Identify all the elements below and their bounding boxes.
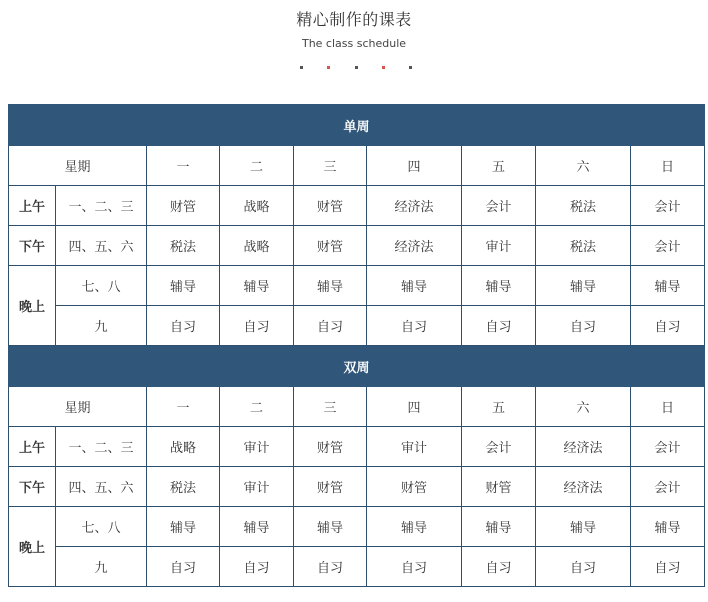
course-cell: 战略 bbox=[220, 226, 294, 266]
week-header-row bbox=[9, 346, 705, 387]
period-label: 晚上 bbox=[9, 507, 56, 587]
course-cell: 税法 bbox=[147, 467, 220, 507]
course-cell: 自习 bbox=[536, 547, 631, 587]
course-cell: 审计 bbox=[220, 427, 294, 467]
table-row bbox=[9, 306, 705, 346]
course-cell: 会计 bbox=[631, 186, 705, 226]
slot-label: 一、二、三 bbox=[56, 427, 147, 467]
day-header: 三 bbox=[294, 387, 367, 427]
course-cell: 辅导 bbox=[147, 266, 220, 306]
course-cell: 战略 bbox=[220, 186, 294, 226]
course-cell: 财管 bbox=[294, 427, 367, 467]
course-cell: 经济法 bbox=[367, 226, 462, 266]
course-cell: 辅导 bbox=[367, 507, 462, 547]
course-cell: 自习 bbox=[462, 547, 536, 587]
day-header: 六 bbox=[536, 387, 631, 427]
course-cell: 自习 bbox=[367, 306, 462, 346]
table-row bbox=[9, 186, 705, 226]
table-row bbox=[9, 226, 705, 266]
period-label: 上午 bbox=[9, 186, 56, 226]
course-cell: 辅导 bbox=[536, 507, 631, 547]
schedule-table bbox=[8, 104, 705, 587]
day-header: 五 bbox=[462, 146, 536, 186]
dot-icon bbox=[382, 66, 385, 69]
course-cell: 财管 bbox=[294, 226, 367, 266]
slot-label: 四、五、六 bbox=[56, 226, 147, 266]
course-cell: 审计 bbox=[220, 467, 294, 507]
week-title: 双周 bbox=[9, 346, 705, 387]
table-row bbox=[9, 266, 705, 306]
table-row bbox=[9, 547, 705, 587]
slot-label: 七、八 bbox=[56, 266, 147, 306]
course-cell: 经济法 bbox=[536, 467, 631, 507]
slot-label: 一、二、三 bbox=[56, 186, 147, 226]
dot-icon bbox=[327, 66, 330, 69]
day-header-row bbox=[9, 387, 705, 427]
day-header: 一 bbox=[147, 387, 220, 427]
course-cell: 辅导 bbox=[220, 266, 294, 306]
page-title: 精心制作的课表 bbox=[296, 10, 412, 29]
day-header: 二 bbox=[220, 387, 294, 427]
course-cell: 自习 bbox=[367, 547, 462, 587]
slot-label: 九 bbox=[56, 547, 147, 587]
day-header: 五 bbox=[462, 387, 536, 427]
course-cell: 税法 bbox=[536, 226, 631, 266]
course-cell: 财管 bbox=[462, 467, 536, 507]
dot-icon bbox=[300, 66, 303, 69]
course-cell: 辅导 bbox=[462, 266, 536, 306]
course-cell: 审计 bbox=[462, 226, 536, 266]
day-header: 二 bbox=[220, 146, 294, 186]
course-cell: 自习 bbox=[147, 547, 220, 587]
dot-icon bbox=[409, 66, 412, 69]
period-label: 晚上 bbox=[9, 266, 56, 346]
period-label: 下午 bbox=[9, 467, 56, 507]
week-title: 单周 bbox=[9, 105, 705, 146]
course-cell: 会计 bbox=[631, 427, 705, 467]
page-subtitle: The class schedule bbox=[301, 37, 407, 50]
day-header: 三 bbox=[294, 146, 367, 186]
course-cell: 自习 bbox=[631, 547, 705, 587]
day-header: 一 bbox=[147, 146, 220, 186]
period-label: 下午 bbox=[9, 226, 56, 266]
day-header: 六 bbox=[536, 146, 631, 186]
decorative-dots bbox=[0, 66, 708, 70]
course-cell: 会计 bbox=[462, 427, 536, 467]
table-row bbox=[9, 427, 705, 467]
course-cell: 财管 bbox=[294, 467, 367, 507]
course-cell: 战略 bbox=[147, 427, 220, 467]
slot-label: 四、五、六 bbox=[56, 467, 147, 507]
course-cell: 辅导 bbox=[631, 266, 705, 306]
course-cell: 税法 bbox=[536, 186, 631, 226]
course-cell: 会计 bbox=[462, 186, 536, 226]
course-cell: 会计 bbox=[631, 226, 705, 266]
course-cell: 税法 bbox=[147, 226, 220, 266]
day-header: 日 bbox=[631, 146, 705, 186]
day-header: 四 bbox=[367, 387, 462, 427]
day-header-row bbox=[9, 146, 705, 186]
course-cell: 自习 bbox=[147, 306, 220, 346]
table-row bbox=[9, 507, 705, 547]
week-header-row bbox=[9, 105, 705, 146]
course-cell: 财管 bbox=[294, 186, 367, 226]
course-cell: 辅导 bbox=[220, 507, 294, 547]
day-header: 四 bbox=[367, 146, 462, 186]
weekday-label: 星期 bbox=[9, 387, 147, 427]
course-cell: 辅导 bbox=[536, 266, 631, 306]
table-row bbox=[9, 467, 705, 507]
weekday-label: 星期 bbox=[9, 146, 147, 186]
course-cell: 辅导 bbox=[147, 507, 220, 547]
slot-label: 七、八 bbox=[56, 507, 147, 547]
period-label: 上午 bbox=[9, 427, 56, 467]
course-cell: 自习 bbox=[294, 547, 367, 587]
course-cell: 辅导 bbox=[462, 507, 536, 547]
course-cell: 辅导 bbox=[294, 507, 367, 547]
course-cell: 辅导 bbox=[367, 266, 462, 306]
course-cell: 自习 bbox=[631, 306, 705, 346]
slot-label: 九 bbox=[56, 306, 147, 346]
dot-icon bbox=[355, 66, 358, 69]
course-cell: 会计 bbox=[631, 467, 705, 507]
course-cell: 财管 bbox=[147, 186, 220, 226]
course-cell: 自习 bbox=[220, 306, 294, 346]
course-cell: 自习 bbox=[462, 306, 536, 346]
course-cell: 自习 bbox=[294, 306, 367, 346]
course-cell: 辅导 bbox=[294, 266, 367, 306]
course-cell: 经济法 bbox=[536, 427, 631, 467]
course-cell: 自习 bbox=[536, 306, 631, 346]
course-cell: 审计 bbox=[367, 427, 462, 467]
course-cell: 自习 bbox=[220, 547, 294, 587]
day-header: 日 bbox=[631, 387, 705, 427]
course-cell: 财管 bbox=[367, 467, 462, 507]
course-cell: 辅导 bbox=[631, 507, 705, 547]
course-cell: 经济法 bbox=[367, 186, 462, 226]
